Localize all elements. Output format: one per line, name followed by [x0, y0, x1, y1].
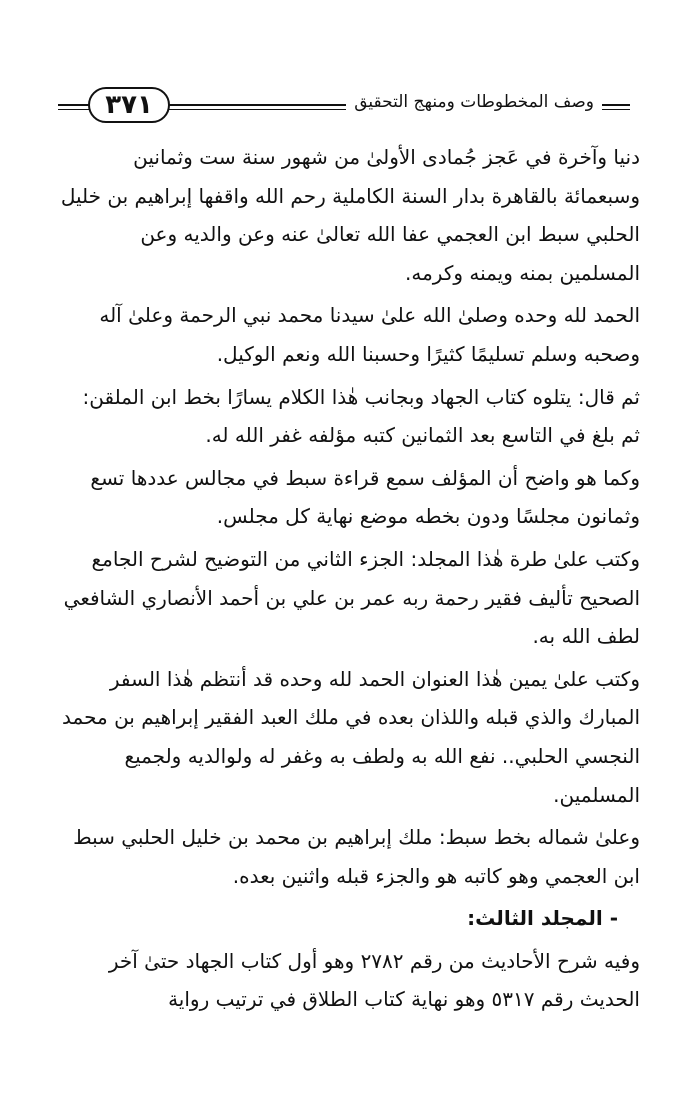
paragraph-volume-three: وفيه شرح الأحاديث من رقم ٢٧٨٢ وهو أول كتاب الجهاد حتىٰ آخر الحديث رقم ٥٣١٧ وهو نهاية كتاب الطلاق في ترتيب رواية: [108, 948, 640, 1012]
page-header: [58, 86, 630, 126]
paragraph-title-page: وكتب علىٰ طرة هٰذا المجلد: الجزء الثاني من التوضيح لشرح الجامع الصحيح تأليف فقير رحمة ربه عمر بن علي بن أحمد الأنصاري الشافعي لطف الله به.: [63, 546, 640, 649]
paragraph-praise: الحمد لله وحده وصلىٰ الله علىٰ سيدنا محمد نبي الرحمة وعلىٰ آله وصحبه وسلم تسليمًا كثيرًا وحسبنا الله ونعم الوكيل.: [99, 303, 640, 366]
paragraph-ownership-right: وكتب علىٰ يمين هٰذا العنوان الحمد لله وحده قد أنتظم هٰذا السفر المبارك والذي قبله واللذان بعده في ملك العبد الفقير إبراهيم بن محمد النجسي الحلبي.. نفع الله به ولطف به وغفر له ولوالديه ولجميع المسلمين.: [62, 666, 640, 807]
page-number: ٣٧١: [88, 87, 170, 123]
paragraph-sessions: وكما هو واضح أن المؤلف سمع قراءة سبط في مجالس عددها تسع وثمانون مجلسًا ودون بخطه موضع نهاية كل مجلس.: [90, 465, 640, 529]
section-heading: - المجلد الثالث:: [467, 906, 618, 931]
paragraph-ownership-left: وعلىٰ شماله بخط سبط: ملك إبراهيم بن محمد بن خليل الحلبي سبط ابن العجمي وهو كاتبه هو والجزء قبله واثنين بعده.: [73, 825, 640, 888]
header-rule-left: [58, 104, 92, 110]
running-title: وصف المخطوطات ومنهج التحقيق: [346, 92, 602, 112]
page-body: [60, 138, 640, 1023]
paragraph-continuation-note: ثم قال: يتلوه كتاب الجهاد وبجانب هٰذا الكلام يسارًا بخط ابن الملقن: ثم بلغ في التاسع بعد الثمانين كتبه مؤلفه غفر الله له.: [82, 384, 640, 448]
paragraph-colophon: دنيا وآخرة في عَجز جُمادى الأولىٰ من شهور سنة ست وثمانين وسبعمائة بالقاهرة بدار السنة الكاملية رحم الله واقفها إبراهيم بن خليل الحلبي سبط ابن العجمي عفا الله تعالىٰ عنه وعن والديه وعن المسلمين بمنه ويمنه وكرمه.: [60, 145, 640, 285]
